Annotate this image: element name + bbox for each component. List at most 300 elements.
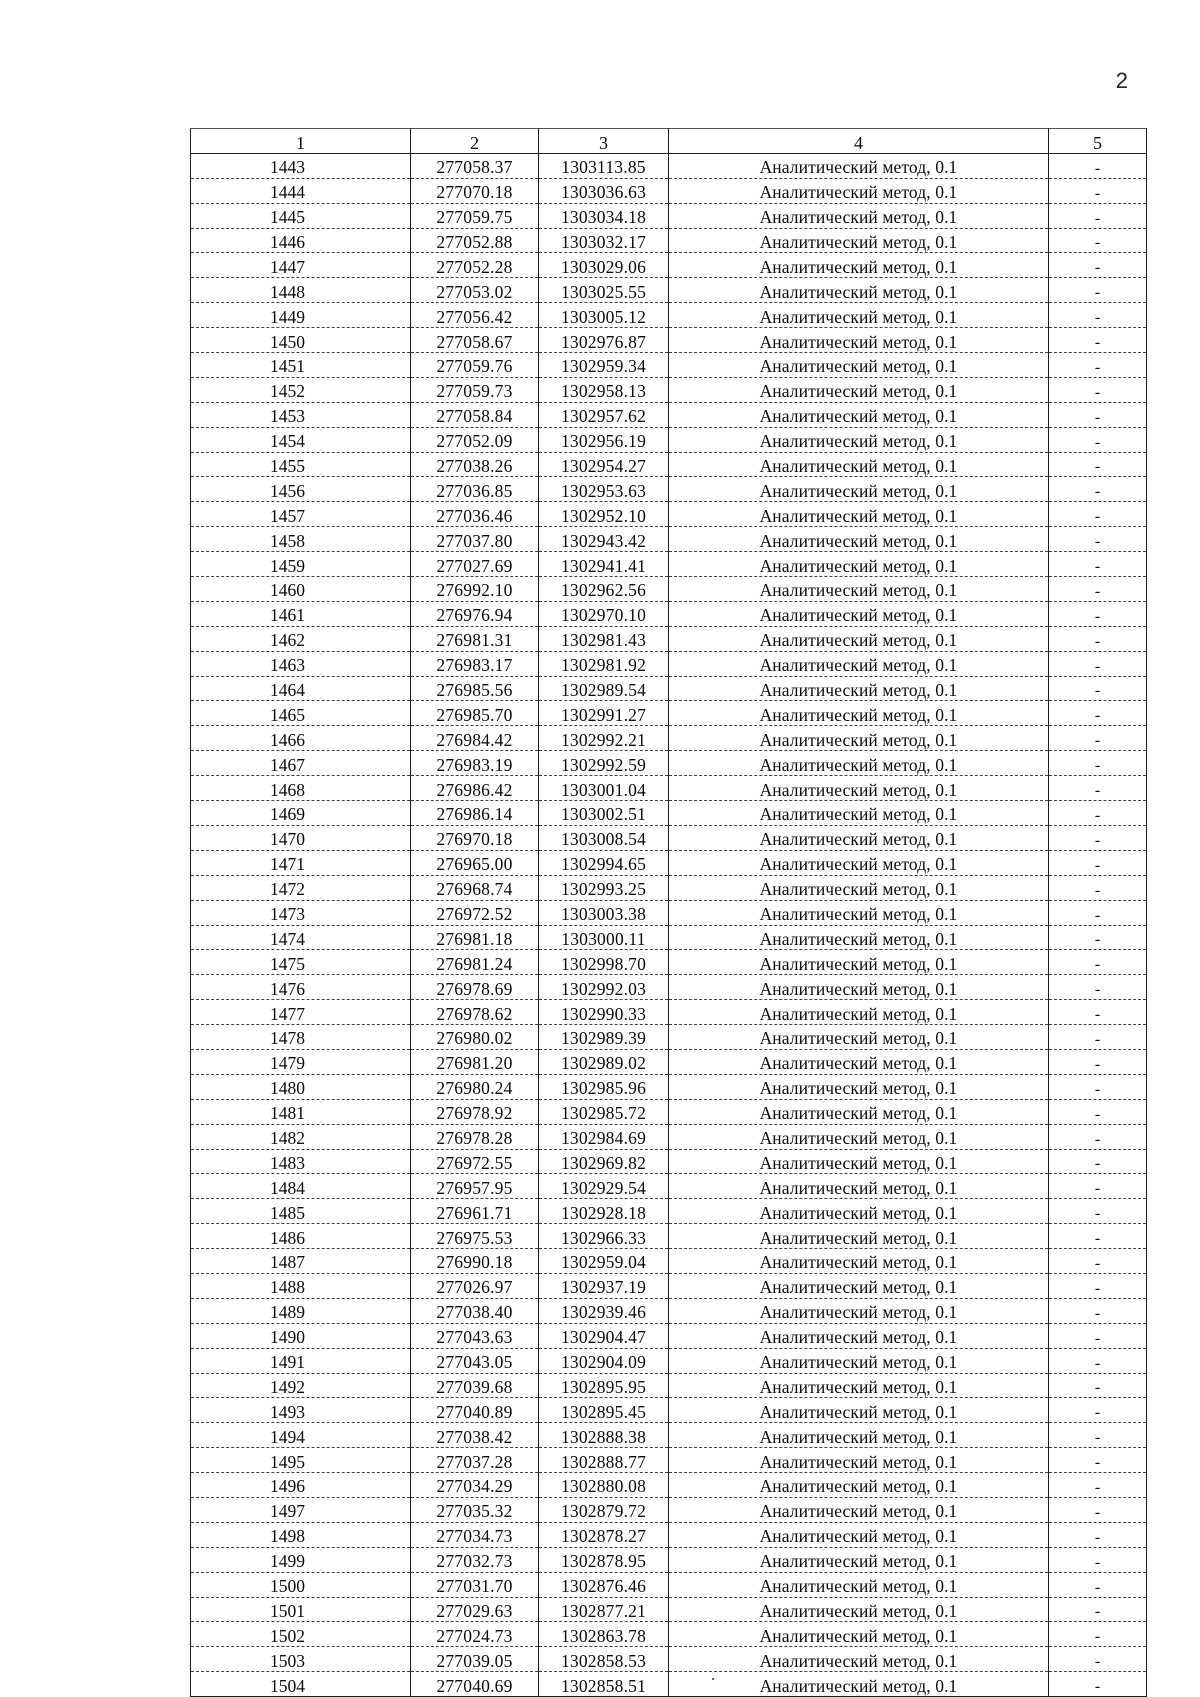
point-number-cell: 1468 (191, 776, 411, 801)
method-cell: Аналитический метод, 0.1 (669, 178, 1049, 203)
x-coordinate-cell: 277058.84 (411, 402, 539, 427)
method-cell: Аналитический метод, 0.1 (669, 1298, 1049, 1323)
method-cell: Аналитический метод, 0.1 (669, 1597, 1049, 1622)
table-row (191, 1224, 1147, 1249)
description-cell: - (1049, 253, 1147, 278)
y-coordinate-cell: 1303034.18 (539, 203, 669, 228)
y-coordinate-cell: 1302993.25 (539, 875, 669, 900)
point-number-cell: 1494 (191, 1423, 411, 1448)
table-row (191, 1622, 1147, 1647)
point-number-cell: 1477 (191, 1000, 411, 1025)
y-coordinate-cell: 1302943.42 (539, 527, 669, 552)
method-cell: Аналитический метод, 0.1 (669, 1423, 1049, 1448)
table-row (191, 1199, 1147, 1224)
description-cell: - (1049, 1622, 1147, 1647)
description-cell: - (1049, 278, 1147, 303)
description-cell: - (1049, 552, 1147, 577)
y-coordinate-cell: 1302953.63 (539, 477, 669, 502)
y-coordinate-cell: 1302959.04 (539, 1249, 669, 1274)
point-number-cell: 1466 (191, 726, 411, 751)
y-coordinate-cell: 1302984.69 (539, 1124, 669, 1149)
description-cell: - (1049, 1473, 1147, 1498)
table-row (191, 726, 1147, 751)
x-coordinate-cell: 277059.76 (411, 353, 539, 378)
method-cell: Аналитический метод, 0.1 (669, 850, 1049, 875)
table-row (191, 1398, 1147, 1423)
point-number-cell: 1463 (191, 651, 411, 676)
point-number-cell: 1482 (191, 1124, 411, 1149)
x-coordinate-cell: 276980.02 (411, 1025, 539, 1050)
description-cell: - (1049, 527, 1147, 552)
point-number-cell: 1446 (191, 228, 411, 253)
point-number-cell: 1504 (191, 1672, 411, 1697)
y-coordinate-cell: 1302895.45 (539, 1398, 669, 1423)
point-number-cell: 1478 (191, 1025, 411, 1050)
table-row (191, 477, 1147, 502)
description-cell: - (1049, 1373, 1147, 1398)
point-number-cell: 1457 (191, 502, 411, 527)
table-row (191, 1423, 1147, 1448)
method-cell: Аналитический метод, 0.1 (669, 377, 1049, 402)
y-coordinate-cell: 1302969.82 (539, 1149, 669, 1174)
point-number-cell: 1471 (191, 850, 411, 875)
table-row (191, 676, 1147, 701)
description-cell: - (1049, 726, 1147, 751)
y-coordinate-cell: 1302981.92 (539, 651, 669, 676)
table-row (191, 1074, 1147, 1099)
y-coordinate-cell: 1302937.19 (539, 1273, 669, 1298)
coordinates-table (190, 128, 1147, 1697)
x-coordinate-cell: 276972.55 (411, 1149, 539, 1174)
description-cell: - (1049, 427, 1147, 452)
x-coordinate-cell: 276990.18 (411, 1249, 539, 1274)
y-coordinate-cell: 1302992.03 (539, 975, 669, 1000)
x-coordinate-cell: 277038.42 (411, 1423, 539, 1448)
table-row (191, 701, 1147, 726)
table-header (191, 129, 1147, 154)
y-coordinate-cell: 1302989.54 (539, 676, 669, 701)
method-cell: Аналитический метод, 0.1 (669, 527, 1049, 552)
y-coordinate-cell: 1302904.09 (539, 1348, 669, 1373)
method-cell: Аналитический метод, 0.1 (669, 228, 1049, 253)
x-coordinate-cell: 276968.74 (411, 875, 539, 900)
point-number-cell: 1443 (191, 153, 411, 178)
method-cell: Аналитический метод, 0.1 (669, 452, 1049, 477)
table-row (191, 751, 1147, 776)
x-coordinate-cell: 276985.56 (411, 676, 539, 701)
description-cell: - (1049, 477, 1147, 502)
x-coordinate-cell: 277037.80 (411, 527, 539, 552)
y-coordinate-cell: 1303005.12 (539, 303, 669, 328)
method-cell: Аналитический метод, 0.1 (669, 1572, 1049, 1597)
y-coordinate-cell: 1302966.33 (539, 1224, 669, 1249)
description-cell: - (1049, 1099, 1147, 1124)
point-number-cell: 1452 (191, 377, 411, 402)
method-cell: Аналитический метод, 0.1 (669, 1199, 1049, 1224)
x-coordinate-cell: 277052.28 (411, 253, 539, 278)
x-coordinate-cell: 277039.68 (411, 1373, 539, 1398)
method-cell: Аналитический метод, 0.1 (669, 1099, 1049, 1124)
point-number-cell: 1489 (191, 1298, 411, 1323)
method-cell: Аналитический метод, 0.1 (669, 1249, 1049, 1274)
description-cell: - (1049, 1597, 1147, 1622)
x-coordinate-cell: 276965.00 (411, 850, 539, 875)
description-cell: - (1049, 701, 1147, 726)
description-cell: - (1049, 502, 1147, 527)
description-cell: - (1049, 1522, 1147, 1547)
description-cell: - (1049, 1025, 1147, 1050)
y-coordinate-cell: 1302970.10 (539, 601, 669, 626)
method-cell: Аналитический метод, 0.1 (669, 353, 1049, 378)
y-coordinate-cell: 1303002.51 (539, 801, 669, 826)
point-number-cell: 1503 (191, 1647, 411, 1672)
table-row (191, 502, 1147, 527)
x-coordinate-cell: 276992.10 (411, 577, 539, 602)
y-coordinate-cell: 1302941.41 (539, 552, 669, 577)
table-row (191, 402, 1147, 427)
method-cell: Аналитический метод, 0.1 (669, 676, 1049, 701)
x-coordinate-cell: 276981.18 (411, 925, 539, 950)
x-coordinate-cell: 277029.63 (411, 1597, 539, 1622)
y-coordinate-cell: 1302929.54 (539, 1174, 669, 1199)
x-coordinate-cell: 277034.73 (411, 1522, 539, 1547)
x-coordinate-cell: 277058.67 (411, 328, 539, 353)
point-number-cell: 1461 (191, 601, 411, 626)
x-coordinate-cell: 276978.28 (411, 1124, 539, 1149)
table-row (191, 1547, 1147, 1572)
description-cell: - (1049, 353, 1147, 378)
method-cell: Аналитический метод, 0.1 (669, 1224, 1049, 1249)
y-coordinate-cell: 1302958.13 (539, 377, 669, 402)
header-row (191, 129, 1147, 154)
y-coordinate-cell: 1302962.56 (539, 577, 669, 602)
x-coordinate-cell: 277058.37 (411, 153, 539, 178)
point-number-cell: 1480 (191, 1074, 411, 1099)
point-number-cell: 1447 (191, 253, 411, 278)
method-cell: Аналитический метод, 0.1 (669, 278, 1049, 303)
point-number-cell: 1479 (191, 1049, 411, 1074)
y-coordinate-cell: 1303001.04 (539, 776, 669, 801)
y-coordinate-cell: 1302878.95 (539, 1547, 669, 1572)
y-coordinate-cell: 1302992.59 (539, 751, 669, 776)
point-number-cell: 1444 (191, 178, 411, 203)
x-coordinate-cell: 276984.42 (411, 726, 539, 751)
table-row (191, 353, 1147, 378)
x-coordinate-cell: 277052.09 (411, 427, 539, 452)
y-coordinate-cell: 1302904.47 (539, 1323, 669, 1348)
method-cell: Аналитический метод, 0.1 (669, 900, 1049, 925)
description-cell: - (1049, 1124, 1147, 1149)
point-number-cell: 1453 (191, 402, 411, 427)
point-number-cell: 1451 (191, 353, 411, 378)
description-cell: - (1049, 801, 1147, 826)
x-coordinate-cell: 277038.40 (411, 1298, 539, 1323)
table-row (191, 950, 1147, 975)
column-header-y: 3 (539, 129, 669, 154)
table-row (191, 1323, 1147, 1348)
x-coordinate-cell: 277043.63 (411, 1323, 539, 1348)
y-coordinate-cell: 1302858.53 (539, 1647, 669, 1672)
description-cell: - (1049, 1149, 1147, 1174)
x-coordinate-cell: 276978.62 (411, 1000, 539, 1025)
y-coordinate-cell: 1302878.27 (539, 1522, 669, 1547)
y-coordinate-cell: 1302895.95 (539, 1373, 669, 1398)
point-number-cell: 1462 (191, 626, 411, 651)
x-coordinate-cell: 276978.92 (411, 1099, 539, 1124)
table-row (191, 1249, 1147, 1274)
x-coordinate-cell: 276980.24 (411, 1074, 539, 1099)
description-cell: - (1049, 825, 1147, 850)
point-number-cell: 1473 (191, 900, 411, 925)
method-cell: Аналитический метод, 0.1 (669, 875, 1049, 900)
table-row (191, 253, 1147, 278)
point-number-cell: 1490 (191, 1323, 411, 1348)
description-cell: - (1049, 601, 1147, 626)
description-cell: - (1049, 676, 1147, 701)
method-cell: Аналитический метод, 0.1 (669, 502, 1049, 527)
point-number-cell: 1454 (191, 427, 411, 452)
column-header-description: 5 (1049, 129, 1147, 154)
x-coordinate-cell: 276975.53 (411, 1224, 539, 1249)
description-cell: - (1049, 626, 1147, 651)
table-row (191, 626, 1147, 651)
table-row (191, 601, 1147, 626)
point-number-cell: 1448 (191, 278, 411, 303)
table-row (191, 328, 1147, 353)
description-cell: - (1049, 203, 1147, 228)
description-cell: - (1049, 975, 1147, 1000)
method-cell: Аналитический метод, 0.1 (669, 975, 1049, 1000)
method-cell: Аналитический метод, 0.1 (669, 1398, 1049, 1423)
x-coordinate-cell: 277037.28 (411, 1448, 539, 1473)
table-row (191, 153, 1147, 178)
y-coordinate-cell: 1302888.38 (539, 1423, 669, 1448)
method-cell: Аналитический метод, 0.1 (669, 626, 1049, 651)
y-coordinate-cell: 1302858.51 (539, 1672, 669, 1697)
scan-artifact (712, 1678, 714, 1680)
x-coordinate-cell: 276983.17 (411, 651, 539, 676)
table-row (191, 1124, 1147, 1149)
x-coordinate-cell: 276970.18 (411, 825, 539, 850)
method-cell: Аналитический метод, 0.1 (669, 1174, 1049, 1199)
x-coordinate-cell: 277026.97 (411, 1273, 539, 1298)
x-coordinate-cell: 277035.32 (411, 1497, 539, 1522)
table-row (191, 875, 1147, 900)
column-header-point-number: 1 (191, 129, 411, 154)
y-coordinate-cell: 1303036.63 (539, 178, 669, 203)
point-number-cell: 1450 (191, 328, 411, 353)
x-coordinate-cell: 276981.31 (411, 626, 539, 651)
table-row (191, 1672, 1147, 1697)
method-cell: Аналитический метод, 0.1 (669, 1323, 1049, 1348)
y-coordinate-cell: 1302985.96 (539, 1074, 669, 1099)
method-cell: Аналитический метод, 0.1 (669, 1149, 1049, 1174)
description-cell: - (1049, 875, 1147, 900)
y-coordinate-cell: 1302959.34 (539, 353, 669, 378)
description-cell: - (1049, 900, 1147, 925)
method-cell: Аналитический метод, 0.1 (669, 701, 1049, 726)
description-cell: - (1049, 1323, 1147, 1348)
description-cell: - (1049, 577, 1147, 602)
x-coordinate-cell: 277070.18 (411, 178, 539, 203)
method-cell: Аналитический метод, 0.1 (669, 153, 1049, 178)
y-coordinate-cell: 1302989.02 (539, 1049, 669, 1074)
x-coordinate-cell: 277027.69 (411, 552, 539, 577)
table-row (191, 1373, 1147, 1398)
y-coordinate-cell: 1302888.77 (539, 1448, 669, 1473)
point-number-cell: 1460 (191, 577, 411, 602)
point-number-cell: 1464 (191, 676, 411, 701)
x-coordinate-cell: 277040.89 (411, 1398, 539, 1423)
table-row (191, 1522, 1147, 1547)
description-cell: - (1049, 1497, 1147, 1522)
description-cell: - (1049, 402, 1147, 427)
table-row (191, 1348, 1147, 1373)
description-cell: - (1049, 651, 1147, 676)
x-coordinate-cell: 277038.26 (411, 452, 539, 477)
x-coordinate-cell: 277059.73 (411, 377, 539, 402)
x-coordinate-cell: 276976.94 (411, 601, 539, 626)
point-number-cell: 1470 (191, 825, 411, 850)
x-coordinate-cell: 276986.14 (411, 801, 539, 826)
description-cell: - (1049, 1174, 1147, 1199)
x-coordinate-cell: 276983.19 (411, 751, 539, 776)
table-row (191, 527, 1147, 552)
y-coordinate-cell: 1303113.85 (539, 153, 669, 178)
description-cell: - (1049, 1224, 1147, 1249)
x-coordinate-cell: 277059.75 (411, 203, 539, 228)
description-cell: - (1049, 452, 1147, 477)
point-number-cell: 1472 (191, 875, 411, 900)
y-coordinate-cell: 1302989.39 (539, 1025, 669, 1050)
x-coordinate-cell: 276981.20 (411, 1049, 539, 1074)
x-coordinate-cell: 277056.42 (411, 303, 539, 328)
y-coordinate-cell: 1302976.87 (539, 328, 669, 353)
description-cell: - (1049, 153, 1147, 178)
method-cell: Аналитический метод, 0.1 (669, 1124, 1049, 1149)
method-cell: Аналитический метод, 0.1 (669, 1074, 1049, 1099)
y-coordinate-cell: 1303008.54 (539, 825, 669, 850)
description-cell: - (1049, 1273, 1147, 1298)
method-cell: Аналитический метод, 0.1 (669, 1497, 1049, 1522)
method-cell: Аналитический метод, 0.1 (669, 825, 1049, 850)
y-coordinate-cell: 1302877.21 (539, 1597, 669, 1622)
table-row (191, 278, 1147, 303)
y-coordinate-cell: 1302879.72 (539, 1497, 669, 1522)
x-coordinate-cell: 277034.29 (411, 1473, 539, 1498)
method-cell: Аналитический метод, 0.1 (669, 1000, 1049, 1025)
table-row (191, 1572, 1147, 1597)
method-cell: Аналитический метод, 0.1 (669, 1473, 1049, 1498)
description-cell: - (1049, 328, 1147, 353)
description-cell: - (1049, 850, 1147, 875)
point-number-cell: 1492 (191, 1373, 411, 1398)
point-number-cell: 1498 (191, 1522, 411, 1547)
method-cell: Аналитический метод, 0.1 (669, 1647, 1049, 1672)
x-coordinate-cell: 277052.88 (411, 228, 539, 253)
table-row (191, 776, 1147, 801)
point-number-cell: 1469 (191, 801, 411, 826)
y-coordinate-cell: 1302985.72 (539, 1099, 669, 1124)
method-cell: Аналитический метод, 0.1 (669, 751, 1049, 776)
point-number-cell: 1445 (191, 203, 411, 228)
point-number-cell: 1481 (191, 1099, 411, 1124)
x-coordinate-cell: 276981.24 (411, 950, 539, 975)
method-cell: Аналитический метод, 0.1 (669, 1547, 1049, 1572)
point-number-cell: 1459 (191, 552, 411, 577)
description-cell: - (1049, 1672, 1147, 1697)
table-row (191, 651, 1147, 676)
y-coordinate-cell: 1302998.70 (539, 950, 669, 975)
point-number-cell: 1487 (191, 1249, 411, 1274)
point-number-cell: 1499 (191, 1547, 411, 1572)
table-row (191, 1448, 1147, 1473)
y-coordinate-cell: 1302863.78 (539, 1622, 669, 1647)
y-coordinate-cell: 1302992.21 (539, 726, 669, 751)
point-number-cell: 1486 (191, 1224, 411, 1249)
table-row (191, 1298, 1147, 1323)
description-cell: - (1049, 1647, 1147, 1672)
description-cell: - (1049, 1348, 1147, 1373)
point-number-cell: 1485 (191, 1199, 411, 1224)
table-row (191, 1099, 1147, 1124)
x-coordinate-cell: 276972.52 (411, 900, 539, 925)
page-number: 2 (1115, 68, 1128, 93)
method-cell: Аналитический метод, 0.1 (669, 925, 1049, 950)
table-row (191, 1174, 1147, 1199)
method-cell: Аналитический метод, 0.1 (669, 1448, 1049, 1473)
table-row (191, 1025, 1147, 1050)
y-coordinate-cell: 1303025.55 (539, 278, 669, 303)
description-cell: - (1049, 1000, 1147, 1025)
point-number-cell: 1495 (191, 1448, 411, 1473)
description-cell: - (1049, 925, 1147, 950)
table-row (191, 801, 1147, 826)
x-coordinate-cell: 276961.71 (411, 1199, 539, 1224)
x-coordinate-cell: 277036.46 (411, 502, 539, 527)
table-row (191, 900, 1147, 925)
column-header-method: 4 (669, 129, 1049, 154)
point-number-cell: 1465 (191, 701, 411, 726)
method-cell: Аналитический метод, 0.1 (669, 801, 1049, 826)
method-cell: Аналитический метод, 0.1 (669, 1348, 1049, 1373)
table-row (191, 925, 1147, 950)
description-cell: - (1049, 1298, 1147, 1323)
y-coordinate-cell: 1302952.10 (539, 502, 669, 527)
description-cell: - (1049, 303, 1147, 328)
table-row (191, 825, 1147, 850)
x-coordinate-cell: 277053.02 (411, 278, 539, 303)
description-cell: - (1049, 377, 1147, 402)
x-coordinate-cell: 277043.05 (411, 1348, 539, 1373)
description-cell: - (1049, 1547, 1147, 1572)
table-row (191, 203, 1147, 228)
x-coordinate-cell: 277040.69 (411, 1672, 539, 1697)
table-row (191, 452, 1147, 477)
point-number-cell: 1483 (191, 1149, 411, 1174)
y-coordinate-cell: 1302876.46 (539, 1572, 669, 1597)
x-coordinate-cell: 277039.05 (411, 1647, 539, 1672)
table-row (191, 1647, 1147, 1672)
method-cell: Аналитический метод, 0.1 (669, 601, 1049, 626)
method-cell: Аналитический метод, 0.1 (669, 203, 1049, 228)
point-number-cell: 1458 (191, 527, 411, 552)
method-cell: Аналитический метод, 0.1 (669, 477, 1049, 502)
column-header-x: 2 (411, 129, 539, 154)
table-row (191, 1473, 1147, 1498)
y-coordinate-cell: 1302990.33 (539, 1000, 669, 1025)
description-cell: - (1049, 1448, 1147, 1473)
